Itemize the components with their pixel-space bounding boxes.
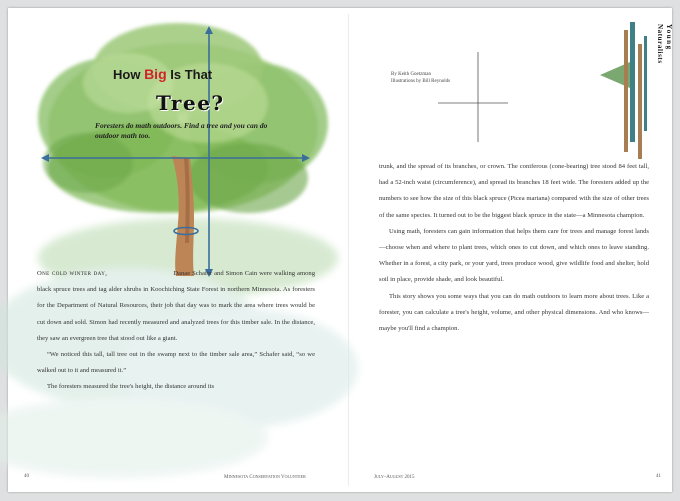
article-dek: Foresters do math outdoors. Find a tree and you can do outdoor math too. [95,121,268,140]
paragraph [37,266,315,347]
issue-date: July–August 2015 [374,475,415,480]
illustration-credit: Illustrations by Bill Reynolds [391,79,451,84]
byline: By Keith Goetzman [391,72,431,77]
paragraph: trunk, and the spread of its branches, or crown. The coniferous (cone-bearing) tree stood 84 feet tall, had a 52-inch waist (circumference), and spread its branches 18 feet wide. The foresters added up the numbers to see how the size of this black spruce (Picea mariana) compared with the size of other trees of the same species. It turned out to be the biggest black spruce in the state—a Minnesota champion. [379,163,649,219]
paragraph: “We noticed this tall, tall tree out in the swamp next to the timber sale area,” Schafer said, “so we walked out to it and measured it.” [37,351,315,375]
lead-in: One cold winter day, [37,270,108,277]
paragraph-text: Danae Schafer and Simon Cain were walking among black spruce trees and tag alder shrubs in Koochiching State Forest in northern Minnesota. As foresters for the Department of Natural Resources, their job that day was to mark the area where trees would be cut down and sold. Simon had recently measured and analyzed trees for this timber sale. In the distance, they saw an evergreen tree that stood out like a giant. [37,270,315,342]
masthead-title [655,24,673,64]
left-page-number: 40 [24,474,29,479]
left-body-column [37,266,315,396]
title-accent-word: Big [144,66,167,82]
title-line-2: Tree? [156,91,225,115]
paragraph: The foresters measured the tree's height, the distance around its [47,383,215,391]
title-part-1: How [113,67,145,82]
paragraph: This story shows you some ways that you can do math outdoors to learn more about trees. Like a forester, you can calculate a tree's height, volume, and other physical dimensions. And who knows—maybe you'll find a champion. [379,292,649,333]
right-page-number: 41 [656,474,661,479]
masthead-line-1: Young [665,24,673,51]
right-body-column [379,159,649,337]
magazine-spread [8,8,672,492]
paragraph: Using math, foresters can gain information that helps them care for trees and manage forest lands—choose when and where to plant trees, which ones to cut down, and which ones to leave standing. Whether in a forest, a city park, or your yard, trees produce wood, give wildlife food and shelter, hold soil in place, provide shade, and look beautiful. [379,227,649,284]
credit-crosshair [438,52,508,142]
title-part-3: Is That [166,67,213,82]
magazine-name: Minnesota Conservation Volunteer [224,475,306,480]
masthead-line-2: Naturalists [656,24,664,64]
title-line-1 [113,66,212,82]
page-gutter [348,14,349,486]
